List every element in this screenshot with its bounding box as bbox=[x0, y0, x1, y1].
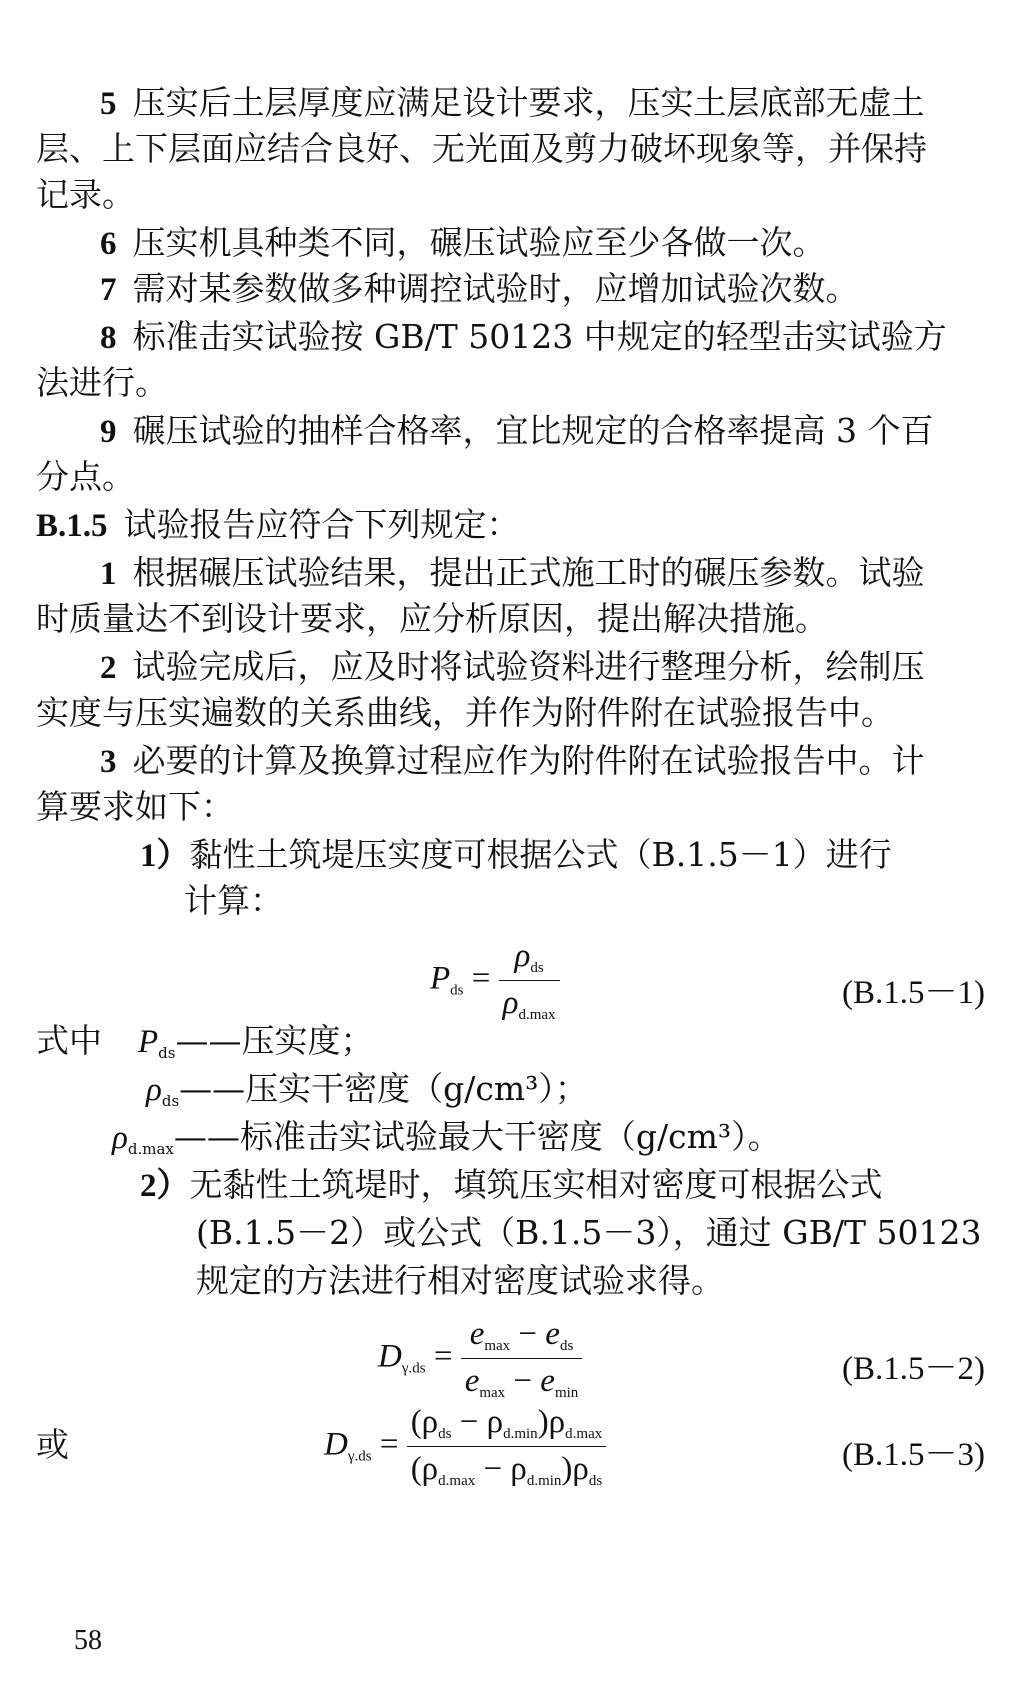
subitem-2-line-1: 2）无黏性土筑堤时，填筑压实相对密度可根据公式 bbox=[140, 1165, 883, 1204]
definition-rho-ds: $\rho_{ds}——$压实干密度（g/cm³）； bbox=[146, 1069, 588, 1110]
section-title: 试验报告应符合下列规定： bbox=[123, 505, 520, 544]
definition-pds: $P_{ds}——$压实度； bbox=[138, 1021, 374, 1062]
equation-2: $D_{\gamma.ds}$ = $\frac{e_{max} - e_{ds}}{e_{max} - e_{min}}$ bbox=[378, 1316, 582, 1402]
report-2-line-1: 2 试验完成后，应及时将试验资料进行整理分析，绘制压 bbox=[100, 647, 925, 686]
definition-rho-dmax: $\rho_{d.max}——$标准击实试验最大干密度（g/cm³）。 bbox=[112, 1117, 781, 1158]
item-number: 8 bbox=[100, 320, 117, 356]
item-5-line-3: 记录。 bbox=[36, 175, 135, 214]
section-heading bbox=[36, 505, 520, 544]
item-6: 6 压实机具种类不同，碾压试验应至少各做一次。 bbox=[100, 223, 826, 262]
item-number: 2 bbox=[100, 650, 117, 686]
report-2-line-2: 实度与压实遍数的关系曲线，并作为附件附在试验报告中。 bbox=[36, 693, 894, 732]
report-3-line-1: 3 必要的计算及换算过程应作为附件附在试验报告中。计 bbox=[100, 741, 925, 780]
item-5-line-2: 层、上下层面应结合良好、无光面及剪力破坏现象等，并保持 bbox=[36, 129, 927, 168]
item-8-line-2: 法进行。 bbox=[36, 363, 168, 402]
report-3-line-2: 算要求如下： bbox=[36, 787, 234, 826]
item-7: 7 需对某参数做多种调控试验时，应增加试验次数。 bbox=[100, 269, 859, 308]
where-label: 式中 bbox=[36, 1021, 102, 1060]
equation-2-fraction: $\frac{e_{max} - e_{ds}}{e_{max} - e_{min}}$ bbox=[461, 1316, 583, 1402]
item-8-line-1: 8 标准击实试验按 GB/T 50123 中规定的轻型击实试验方 bbox=[100, 317, 947, 356]
equation-1-label: (B.1.5－1) bbox=[842, 975, 985, 1011]
equation-3-label: (B.1.5－3) bbox=[842, 1437, 985, 1473]
item-number: 5 bbox=[100, 86, 117, 122]
subitem-2-line-3: 规定的方法进行相对密度试验求得。 bbox=[196, 1261, 724, 1300]
page-number: 58 bbox=[74, 1625, 102, 1656]
equation-3: $D_{\gamma.ds}$ = $\frac{(\rho_{ds} - \rho_{d.min})\rho_{d.max}}{(\rho_{d.max} - \rho_{d.min})\rho_{ds}}$ bbox=[324, 1404, 606, 1490]
item-number: 3 bbox=[100, 744, 117, 780]
subitem-1-line-2: 计算： bbox=[184, 881, 283, 920]
subitem-2-line-2: (B.1.5－2）或公式（B.1.5－3），通过 GB/T 50123 bbox=[196, 1213, 982, 1252]
item-number: 9 bbox=[100, 414, 117, 450]
subitem-1-line-1: 1）黏性土筑堤压实度可根据公式（B.1.5－1）进行 bbox=[140, 835, 892, 874]
item-9-line-1: 9 碾压试验的抽样合格率，宜比规定的合格率提高 3 个百 bbox=[100, 411, 934, 450]
report-1-line-1: 1 根据碾压试验结果，提出正式施工时的碾压参数。试验 bbox=[100, 553, 925, 592]
item-number: 6 bbox=[100, 226, 117, 262]
equation-3-fraction: $\frac{(\rho_{ds} - \rho_{d.min})\rho_{d.max}}{(\rho_{d.max} - \rho_{d.min})\rho_{ds}}$ bbox=[407, 1404, 607, 1490]
subitem-number: 2） bbox=[140, 1168, 190, 1204]
item-number: 1 bbox=[100, 556, 117, 592]
section-number: B.1.5 bbox=[36, 508, 108, 544]
item-number: 7 bbox=[100, 272, 117, 308]
item-5-line-1: 5 压实后土层厚度应满足设计要求，压实土层底部无虚土 bbox=[100, 83, 925, 122]
equation-1: $P_{ds}$ = $\frac{\rho_{ds}}{\rho_{d.max}}$ bbox=[430, 938, 560, 1024]
equation-1-fraction: $\frac{\rho_{ds}}{\rho_{d.max}}$ bbox=[499, 938, 560, 1024]
subitem-number: 1） bbox=[140, 838, 190, 874]
item-9-line-2: 分点。 bbox=[36, 457, 135, 496]
or-label: 或 bbox=[36, 1425, 69, 1464]
equation-2-label: (B.1.5－2) bbox=[842, 1351, 985, 1387]
report-1-line-2: 时质量达不到设计要求，应分析原因，提出解决措施。 bbox=[36, 599, 828, 638]
